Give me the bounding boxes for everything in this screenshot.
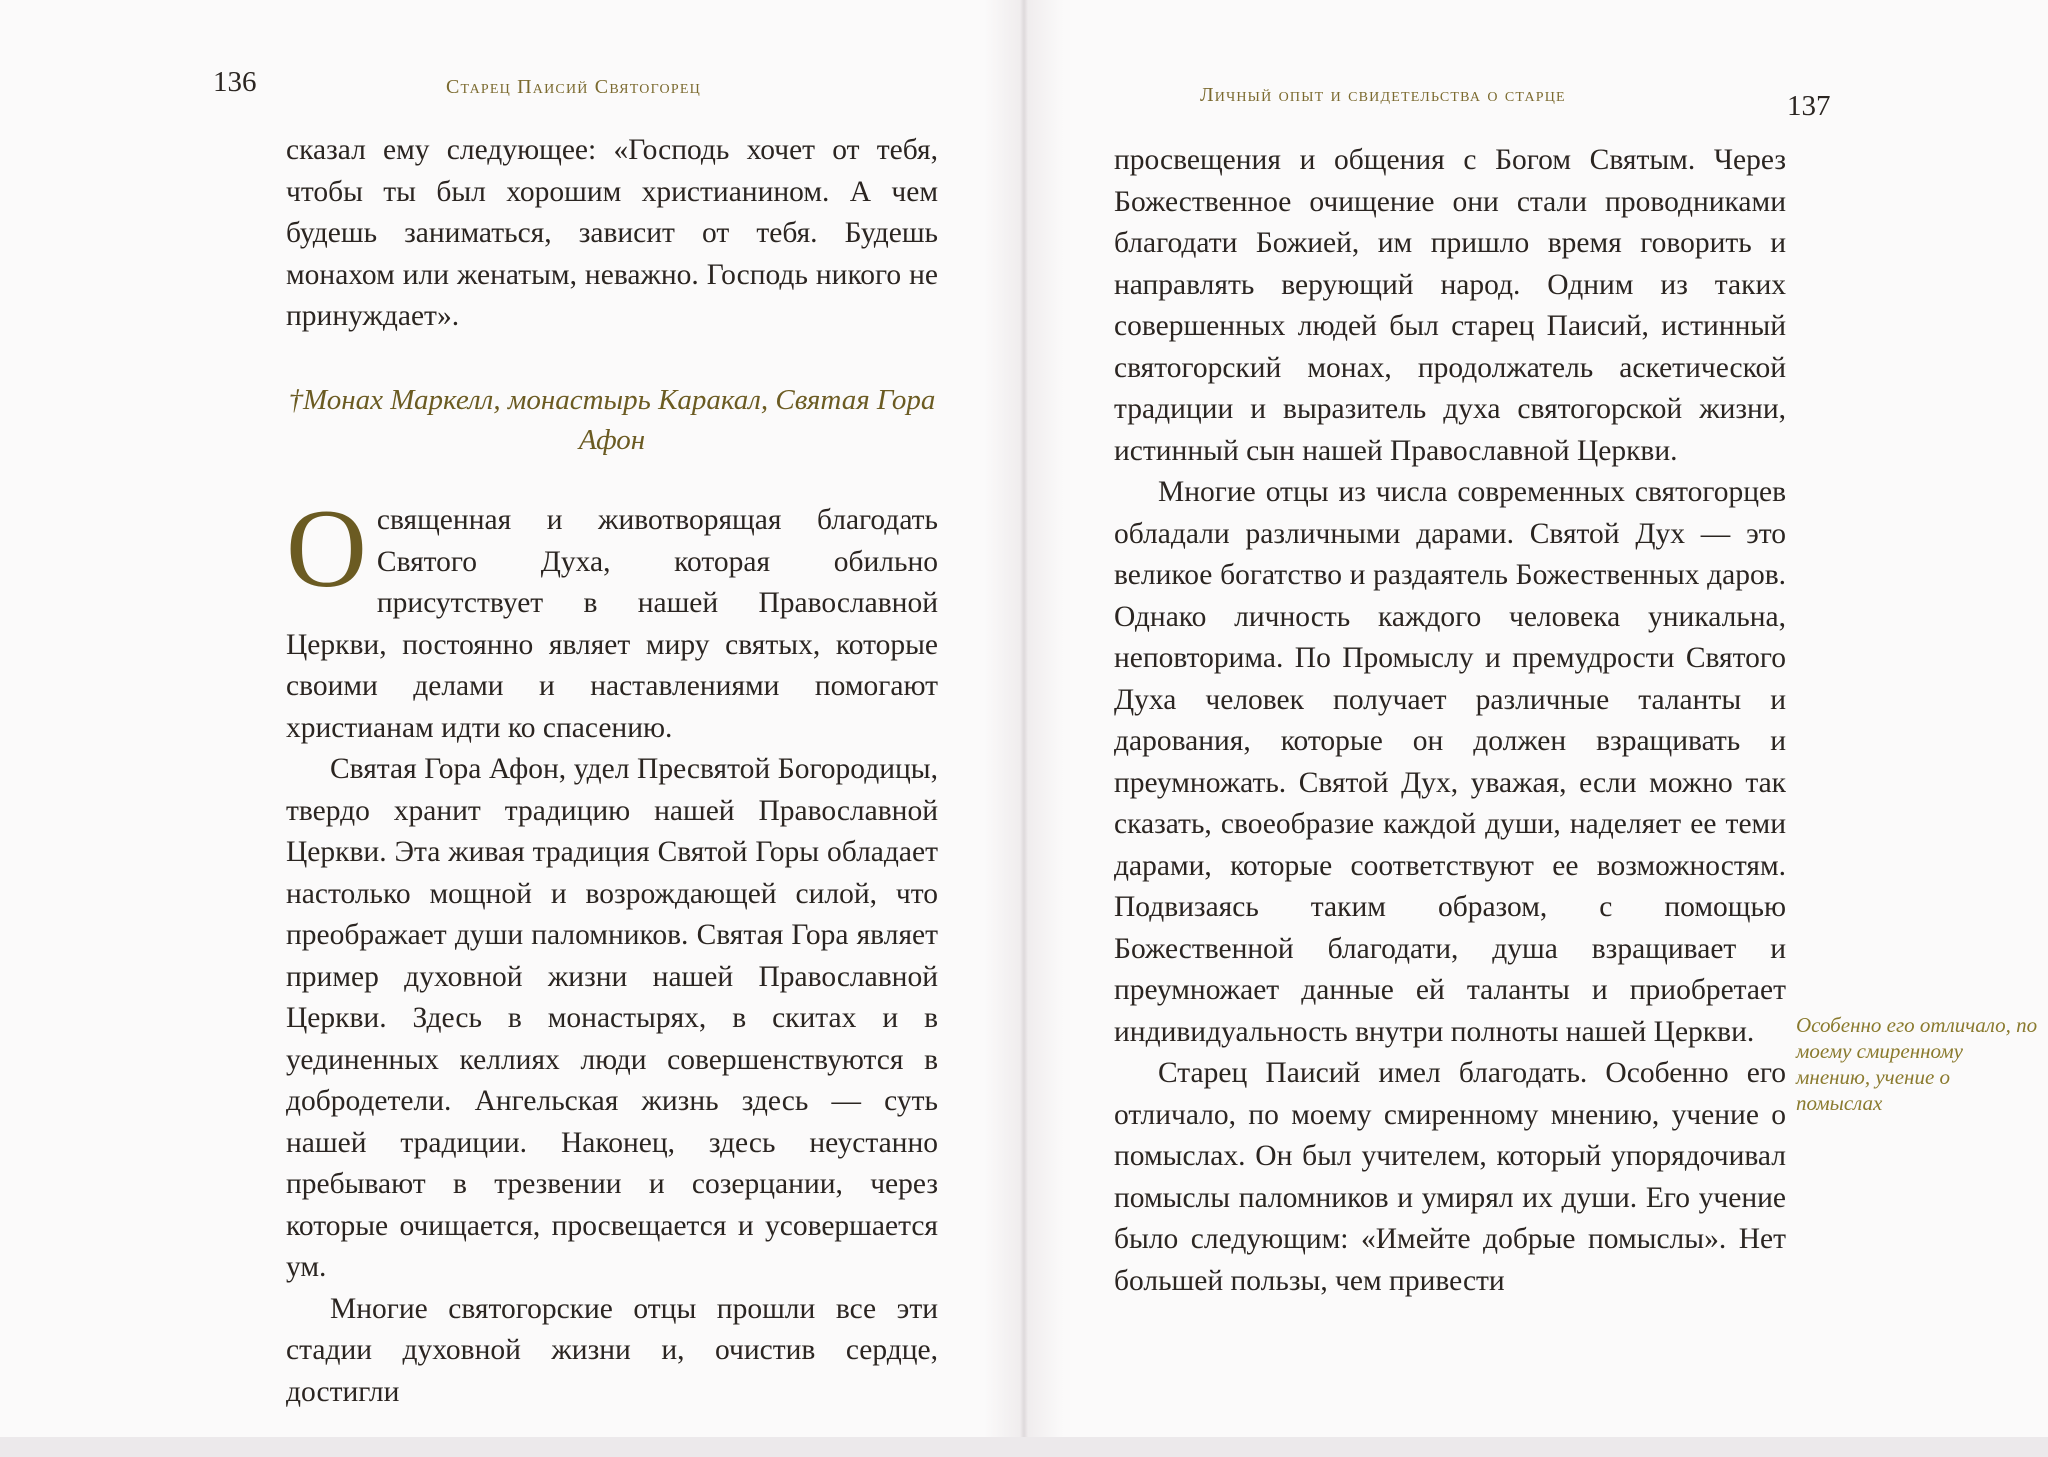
- running-head: Личный опыт и свидетельства о старце: [1200, 84, 1566, 106]
- paragraph: Святая Гора Афон, удел Пресвятой Богородицы, твердо хранит традицию нашей Православной Церкви. Эта живая традиция Святой Горы обладает настолько мощной и возрождающей силой, что преображает души паломников. Святая Гора являет пример духовной жизни нашей Православной Церкви. Здесь в монастырях, в скитах и в уединенных келлиях люди совершенствуются в добродетели. Ангельская жизнь здесь — суть нашей традиции. Наконец, здесь неустанно пребывают в трезвении и созерцании, через которые очищается, просвещается и усовершается ум.: [286, 753, 938, 1283]
- opening-text-block: [286, 130, 938, 338]
- paragraph: просвещения и общения с Богом Святым. Через Божественное очищение они стали проводниками благодати Божией, им пришло время говорить и направлять верующий народ. Одним из таких совершенных людей был старец Паисий, истинный святогорский монах, продолжатель аскетической традиции и выразитель духа святогорской жизни, истинный сын нашей Православной Церкви.: [1114, 144, 1786, 467]
- left-page: [0, 0, 1024, 1437]
- paragraph: Многие отцы из числа современных святогорцев обладали различными дарами. Святой Дух — это великое богатство и раздаятель Божественных даров. Однако личность каждого человека уникальна, неповторима. По Промыслу и премудрости Святого Духа человек получает различные таланты и дарования, которые он должен взращивать и преумножать. Святой Дух, уважая, если можно так сказать, своеобразие каждой души, наделяет ее теми дарами, которые соответствуют ее возможностям. Подвизаясь таким образом, с помощью Божественной благодати, душа взращивает и преумножает данные ей таланты и приобретает индивидуальность внутри полноты нашей Церкви.: [1114, 476, 1786, 1048]
- dropcap: О: [286, 487, 367, 611]
- section-heading: †Монах Маркелл, монастырь Каракал, Святая Гора Афон: [288, 384, 936, 456]
- body-text-block: [1114, 140, 1786, 1302]
- body-text-block: [286, 487, 938, 1413]
- paragraph: Старец Паисий имел благодать. Особенно его отличало, по моему смиренному мнению, учение о помыслах. Он был учителем, который упорядочивал помыслы паломников и умирял их души. Его учение было следующим: «Имейте добрые помыслы». Нет большей пользы, чем привести: [1114, 1057, 1786, 1297]
- paragraph: сказал ему следующее: «Господь хочет от тебя, чтобы ты был хорошим христианином. А чем будешь заниматься, зависит от тебя. Будешь монахом или женатым, неважно. Господь никого не принуждает».: [286, 134, 938, 332]
- paragraph: [286, 487, 938, 749]
- margin-note: Особенно его отличало, по моему смиренному мнению, учение о помыслах: [1796, 1013, 2038, 1115]
- page-number: 137: [1787, 90, 1831, 122]
- paragraph-text: священная и животворящая благодать Святого Духа, которая обильно присутствует в нашей Православной Церкви, постоянно являет миру святых, которые своими делами и наставлениями помогают христианам идти ко спасению.: [286, 504, 938, 744]
- page-number: 136: [213, 66, 257, 98]
- scan-bottom-edge: [0, 1437, 2048, 1457]
- right-page: [1024, 0, 2048, 1437]
- paragraph: Многие святогорские отцы прошли все эти стадии духовной жизни и, очистив сердце, достигли: [286, 1292, 938, 1408]
- running-head: Старец Паисий Святогорец: [446, 76, 701, 98]
